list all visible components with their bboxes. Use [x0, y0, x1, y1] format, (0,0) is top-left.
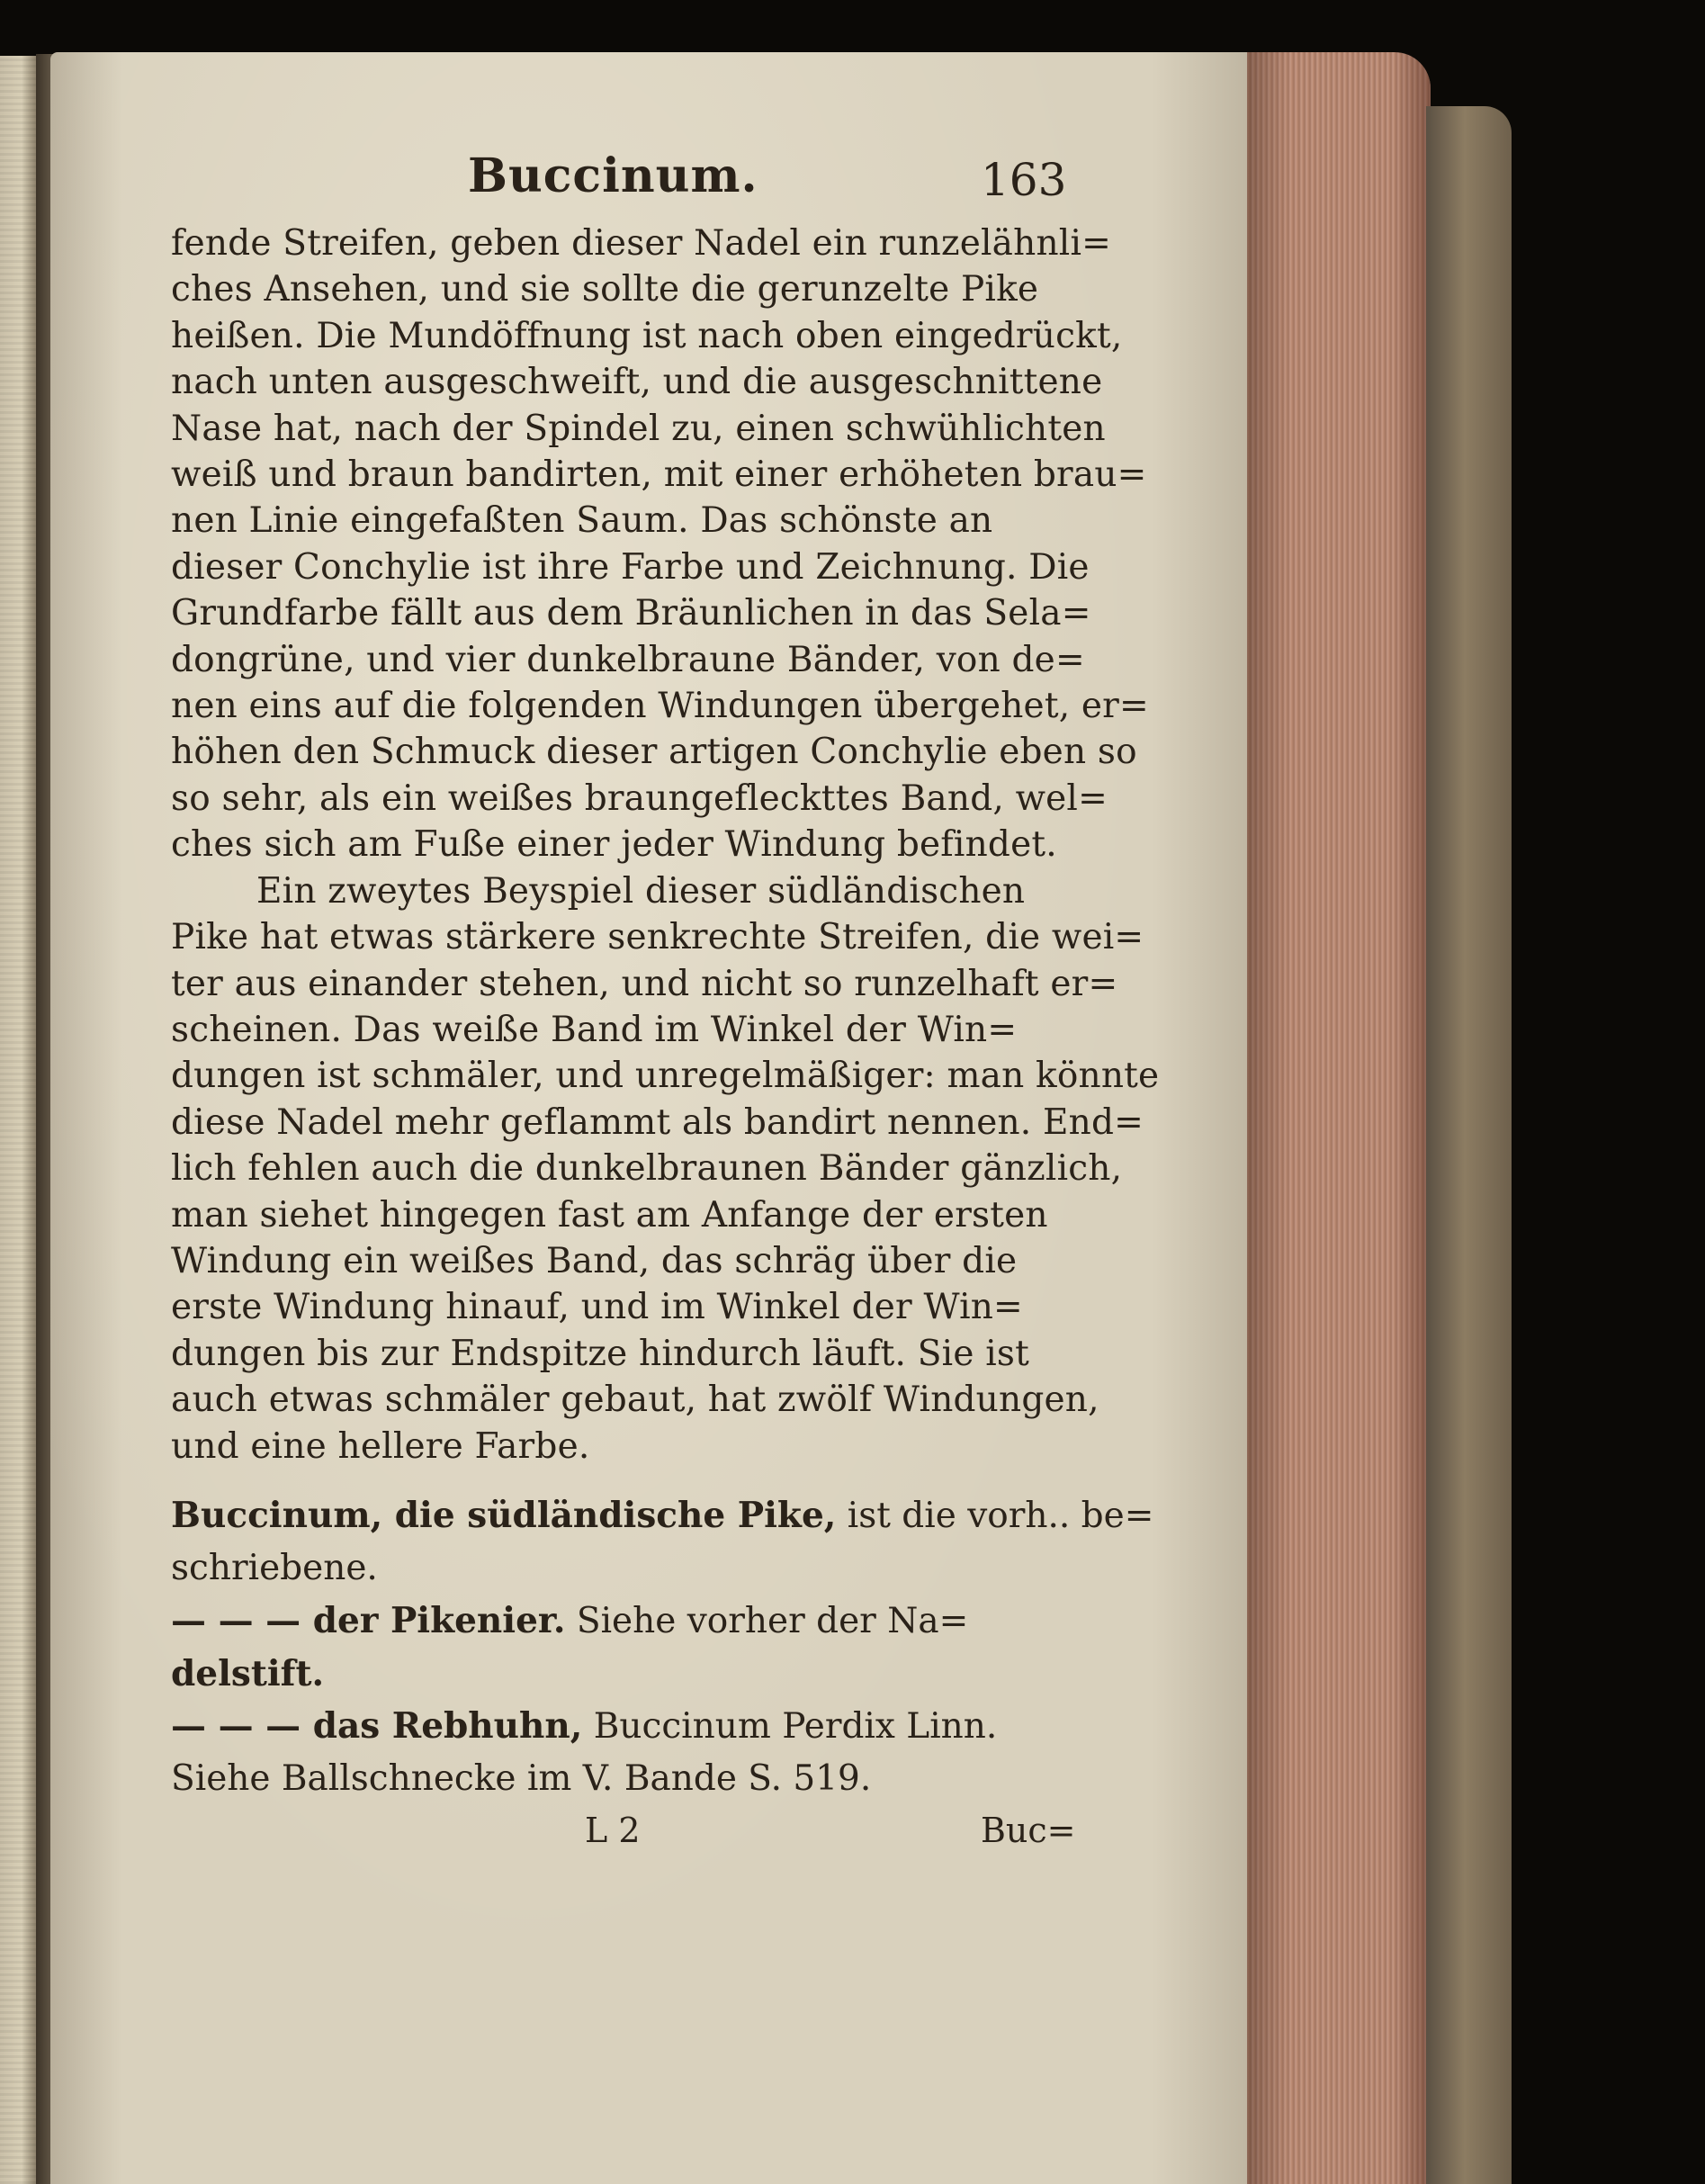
text-line: man siehet hingegen fast am Anfange der ersten [171, 1194, 1048, 1236]
running-head-title: Buccinum. [468, 148, 758, 203]
entry-text: ist die vorh.. be= [836, 1495, 1154, 1536]
dictionary-entries [171, 1489, 1154, 1805]
page-footer [171, 1805, 1076, 1859]
entry-text: Siehe vorher der Na= [565, 1600, 969, 1641]
entry-continuation: schriebene. [171, 1547, 378, 1588]
entry [171, 1595, 1071, 1700]
entry [171, 1700, 1071, 1805]
signature-mark: L 2 [585, 1810, 641, 1850]
page-text [171, 148, 1160, 1859]
entry [171, 1489, 1154, 1595]
text-line: Ein zweytes Beyspiel dieser südländischen [256, 870, 1026, 912]
entry-line [171, 1595, 1071, 1648]
entry-headword: — — — der Pikenier. [171, 1599, 566, 1641]
text-line: Nase hat, nach der Spindel zu, einen schwühlichten [171, 408, 1106, 449]
text-line: Windung ein weißes Band, das schräg über die [171, 1240, 1018, 1281]
page-block-shade [1242, 52, 1431, 2184]
text-line: dungen ist schmäler, und unregelmäßiger: man könnte [171, 1056, 1160, 1097]
text-line: lich fehlen auch die dunkelbraunen Bänder gänzlich, [171, 1148, 1123, 1190]
text-line: diese Nadel mehr geflammt als bandirt nennen. End= [171, 1101, 1144, 1143]
text-line: ches sich am Fuße einer jeder Windung befindet. [171, 824, 1057, 866]
entry-headword: — — — das Rebhuhn, [171, 1704, 583, 1747]
text-line: ches Ansehen, und sie sollte die gerunzelte Pike [171, 269, 1039, 310]
entry-line [171, 1700, 1071, 1753]
entry-text: Buccinum Perdix Linn. [582, 1705, 998, 1747]
text-line: nen Linie eingefaßten Saum. Das schönste an [171, 500, 993, 542]
entry-continuation: Siehe Ballschnecke im V. Bande S. 519. [171, 1757, 872, 1799]
entry-line [171, 1489, 1154, 1542]
page-number: 163 [981, 154, 1067, 206]
paragraph-2 [171, 868, 1160, 1469]
text-line: dungen bis zur Endspitze hindurch läuft. Sie ist [171, 1333, 1029, 1374]
text-line: dieser Conchylie ist ihre Farbe und Zeichnung. Die [171, 546, 1090, 588]
text-line: fende Streifen, geben dieser Nadel ein runzelähnli= [171, 223, 1111, 264]
text-line: nach unten ausgeschweift, und die ausgeschnittene [171, 362, 1103, 403]
text-line: Grundfarbe fällt aus dem Bräunlichen in das Sela= [171, 593, 1091, 634]
text-line: dongrüne, und vier dunkelbraune Bänder, von de= [171, 639, 1085, 680]
text-line: so sehr, als ein weißes braungefleckttes Band, wel= [171, 777, 1108, 819]
running-head [171, 148, 1071, 220]
text-line: ter aus einander stehen, und nicht so runzelhaft er= [171, 963, 1118, 1004]
text-line: und eine hellere Farbe. [171, 1425, 590, 1467]
text-line: heißen. Die Mundöffnung ist nach oben eingedrückt, [171, 315, 1123, 356]
text-line: erste Windung hinauf, und im Winkel der Win= [171, 1287, 1023, 1328]
text-line: Pike hat etwas stärkere senkrechte Streifen, die wei= [171, 917, 1144, 958]
paragraph-1 [171, 220, 1149, 868]
text-line: auch etwas schmäler gebaut, hat zwölf Windungen, [171, 1380, 1099, 1421]
catchword: Buc= [981, 1810, 1076, 1850]
text-line: höhen den Schmuck dieser artigen Conchylie eben so [171, 732, 1137, 773]
book-cover [1426, 106, 1512, 2184]
left-page-texture [0, 56, 36, 2184]
text-line: weiß und braun bandirten, mit einer erhöheten brau= [171, 454, 1147, 496]
text-line: nen eins auf die folgenden Windungen übergehet, er= [171, 686, 1149, 727]
text-line: scheinen. Das weiße Band im Winkel der Win= [171, 1009, 1018, 1050]
entry-headword: Buccinum, die südländische Pike, [171, 1494, 837, 1536]
entry-continuation: delstift. [171, 1652, 325, 1694]
